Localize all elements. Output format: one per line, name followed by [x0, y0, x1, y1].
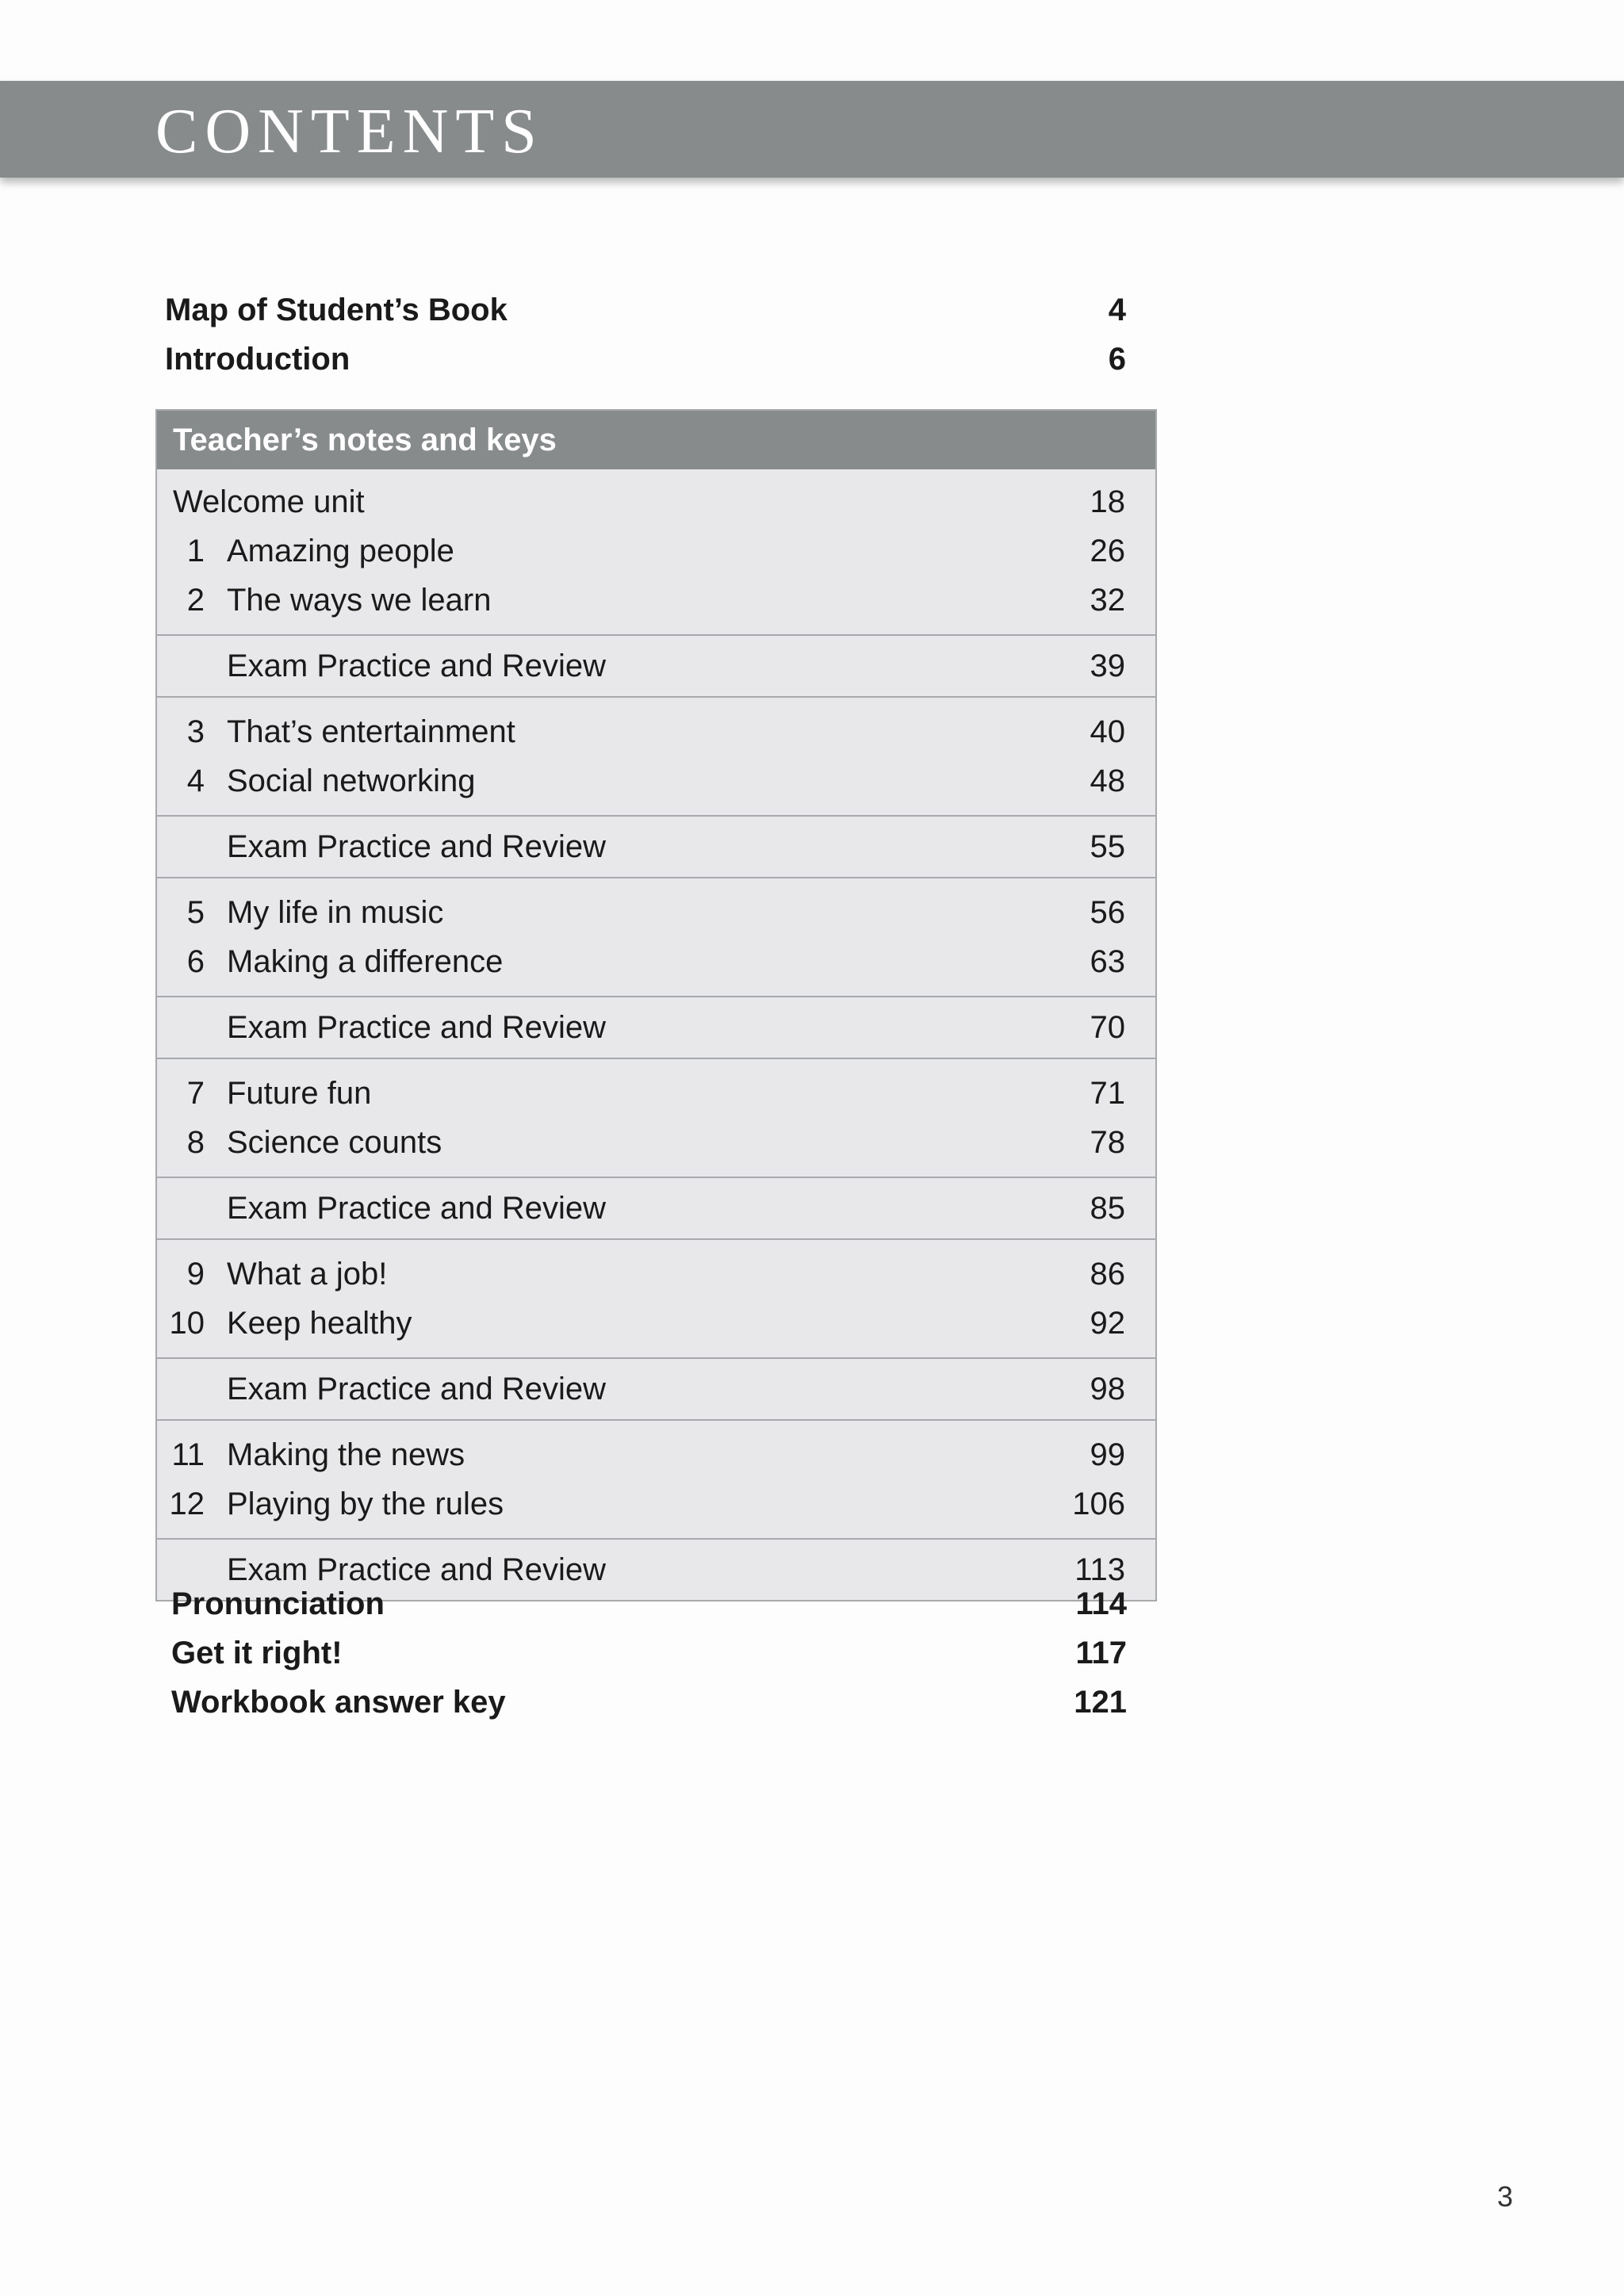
page-title: CONTENTS — [155, 97, 544, 166]
toc-entry-exam-practice[interactable] — [157, 1003, 1155, 1052]
toc-entry-page: 78 — [1090, 1124, 1125, 1160]
toc-entry-unit[interactable] — [157, 1069, 1155, 1118]
toc-entry-page: 32 — [1090, 582, 1125, 618]
toc-entry-pronunciation[interactable] — [171, 1579, 1127, 1628]
toc-entry-unit[interactable] — [157, 937, 1155, 986]
toc-entry-page: 4 — [1108, 292, 1126, 327]
toc-entry-page: 55 — [1090, 828, 1125, 864]
unit-group — [157, 877, 1155, 996]
unit-group — [157, 1058, 1155, 1177]
unit-number: 7 — [186, 1075, 205, 1111]
toc-entry-label: Exam Practice and Review — [227, 1371, 606, 1406]
toc-entry-workbook-answer-key[interactable] — [171, 1678, 1127, 1727]
back-matter-list — [171, 1579, 1127, 1727]
toc-entry-exam-practice[interactable] — [157, 1184, 1155, 1233]
unit-group — [157, 469, 1155, 634]
toc-entry-label: Making the news — [227, 1437, 465, 1472]
toc-entry-unit[interactable] — [157, 888, 1155, 937]
toc-entry-label: Social networking — [227, 763, 476, 798]
page-number: 3 — [1496, 2180, 1513, 2213]
toc-entry-page: 92 — [1090, 1305, 1125, 1341]
toc-entry-page: 70 — [1090, 1009, 1125, 1045]
toc-entry-page: 113 — [1074, 1552, 1125, 1587]
unit-group — [157, 1419, 1155, 1538]
unit-number: 6 — [186, 943, 205, 979]
toc-entry-label: What a job! — [227, 1256, 388, 1292]
toc-entry-label: That’s entertainment — [227, 714, 515, 749]
toc-entry-welcome-unit[interactable] — [157, 477, 1155, 526]
toc-entry-page: 106 — [1072, 1486, 1125, 1521]
toc-entry-label: The ways we learn — [227, 582, 492, 618]
toc-entry-page: 99 — [1090, 1437, 1125, 1472]
unit-groups — [157, 469, 1155, 1600]
toc-entry-page: 6 — [1108, 341, 1126, 377]
toc-entry-label: Exam Practice and Review — [227, 828, 606, 864]
toc-entry-page: 63 — [1090, 943, 1125, 979]
unit-group — [157, 1238, 1155, 1357]
toc-entry-page: 85 — [1090, 1190, 1125, 1226]
toc-entry-unit[interactable] — [157, 526, 1155, 576]
exam-group — [157, 1357, 1155, 1419]
toc-entry-page: 40 — [1090, 714, 1125, 749]
toc-entry-label: Future fun — [227, 1075, 372, 1111]
unit-number: 1 — [186, 533, 205, 568]
toc-entry-page: 71 — [1090, 1075, 1125, 1111]
unit-number: 8 — [186, 1124, 205, 1160]
toc-entry-label: Welcome unit — [173, 484, 365, 519]
toc-entry-page: 39 — [1090, 648, 1125, 683]
toc-entry-map[interactable] — [165, 285, 1126, 335]
exam-group — [157, 815, 1155, 877]
front-matter-list — [165, 285, 1126, 384]
unit-number: 5 — [186, 894, 205, 930]
toc-entry-label: Introduction — [165, 341, 350, 377]
toc-entry-unit[interactable] — [157, 1479, 1155, 1529]
toc-entry-page: 86 — [1090, 1256, 1125, 1292]
toc-entry-label: Workbook answer key — [171, 1684, 506, 1720]
toc-entry-unit[interactable] — [157, 1430, 1155, 1479]
toc-entry-unit[interactable] — [157, 707, 1155, 756]
unit-number: 2 — [186, 582, 205, 618]
exam-group — [157, 996, 1155, 1058]
toc-entry-label: Map of Student’s Book — [165, 292, 508, 327]
toc-entry-page: 26 — [1090, 533, 1125, 568]
unit-number: 10 — [169, 1305, 205, 1341]
toc-entry-exam-practice[interactable] — [157, 1364, 1155, 1414]
unit-group — [157, 696, 1155, 815]
toc-entry-exam-practice[interactable] — [157, 641, 1155, 691]
toc-entry-unit[interactable] — [157, 1118, 1155, 1167]
toc-entry-page: 48 — [1090, 763, 1125, 798]
toc-entry-label: Exam Practice and Review — [227, 1190, 606, 1226]
toc-entry-label: Keep healthy — [227, 1305, 412, 1341]
unit-number: 11 — [171, 1437, 205, 1472]
toc-entry-label: Amazing people — [227, 533, 454, 568]
unit-number: 3 — [186, 714, 205, 749]
toc-entry-page: 98 — [1090, 1371, 1125, 1406]
toc-entry-label: Pronunciation — [171, 1586, 385, 1621]
toc-entry-label: Exam Practice and Review — [227, 1009, 606, 1045]
toc-entry-page: 121 — [1074, 1684, 1127, 1720]
toc-entry-page: 117 — [1075, 1635, 1127, 1670]
toc-entry-label: Making a difference — [227, 943, 504, 979]
unit-number: 4 — [186, 763, 205, 798]
toc-entry-page: 56 — [1090, 894, 1125, 930]
teachers-notes-heading: Teacher’s notes and keys — [157, 411, 1155, 469]
toc-entry-label: Playing by the rules — [227, 1486, 504, 1521]
toc-entry-label: My life in music — [227, 894, 444, 930]
toc-entry-label: Exam Practice and Review — [227, 648, 606, 683]
toc-entry-unit[interactable] — [157, 576, 1155, 625]
exam-group — [157, 1177, 1155, 1238]
toc-entry-page: 18 — [1090, 484, 1125, 519]
exam-group — [157, 634, 1155, 696]
toc-entry-label: Get it right! — [171, 1635, 343, 1670]
toc-entry-unit[interactable] — [157, 756, 1155, 806]
toc-entry-unit[interactable] — [157, 1299, 1155, 1348]
unit-number: 12 — [169, 1486, 205, 1521]
toc-entry-exam-practice[interactable] — [157, 822, 1155, 871]
toc-entry-label: Exam Practice and Review — [227, 1552, 606, 1587]
toc-entry-unit[interactable] — [157, 1249, 1155, 1299]
unit-number: 9 — [186, 1256, 205, 1292]
toc-entry-introduction[interactable] — [165, 335, 1126, 384]
teachers-notes-table — [155, 409, 1157, 1601]
toc-entry-get-it-right[interactable] — [171, 1628, 1127, 1678]
toc-entry-page: 114 — [1075, 1586, 1127, 1621]
toc-entry-label: Science counts — [227, 1124, 442, 1160]
